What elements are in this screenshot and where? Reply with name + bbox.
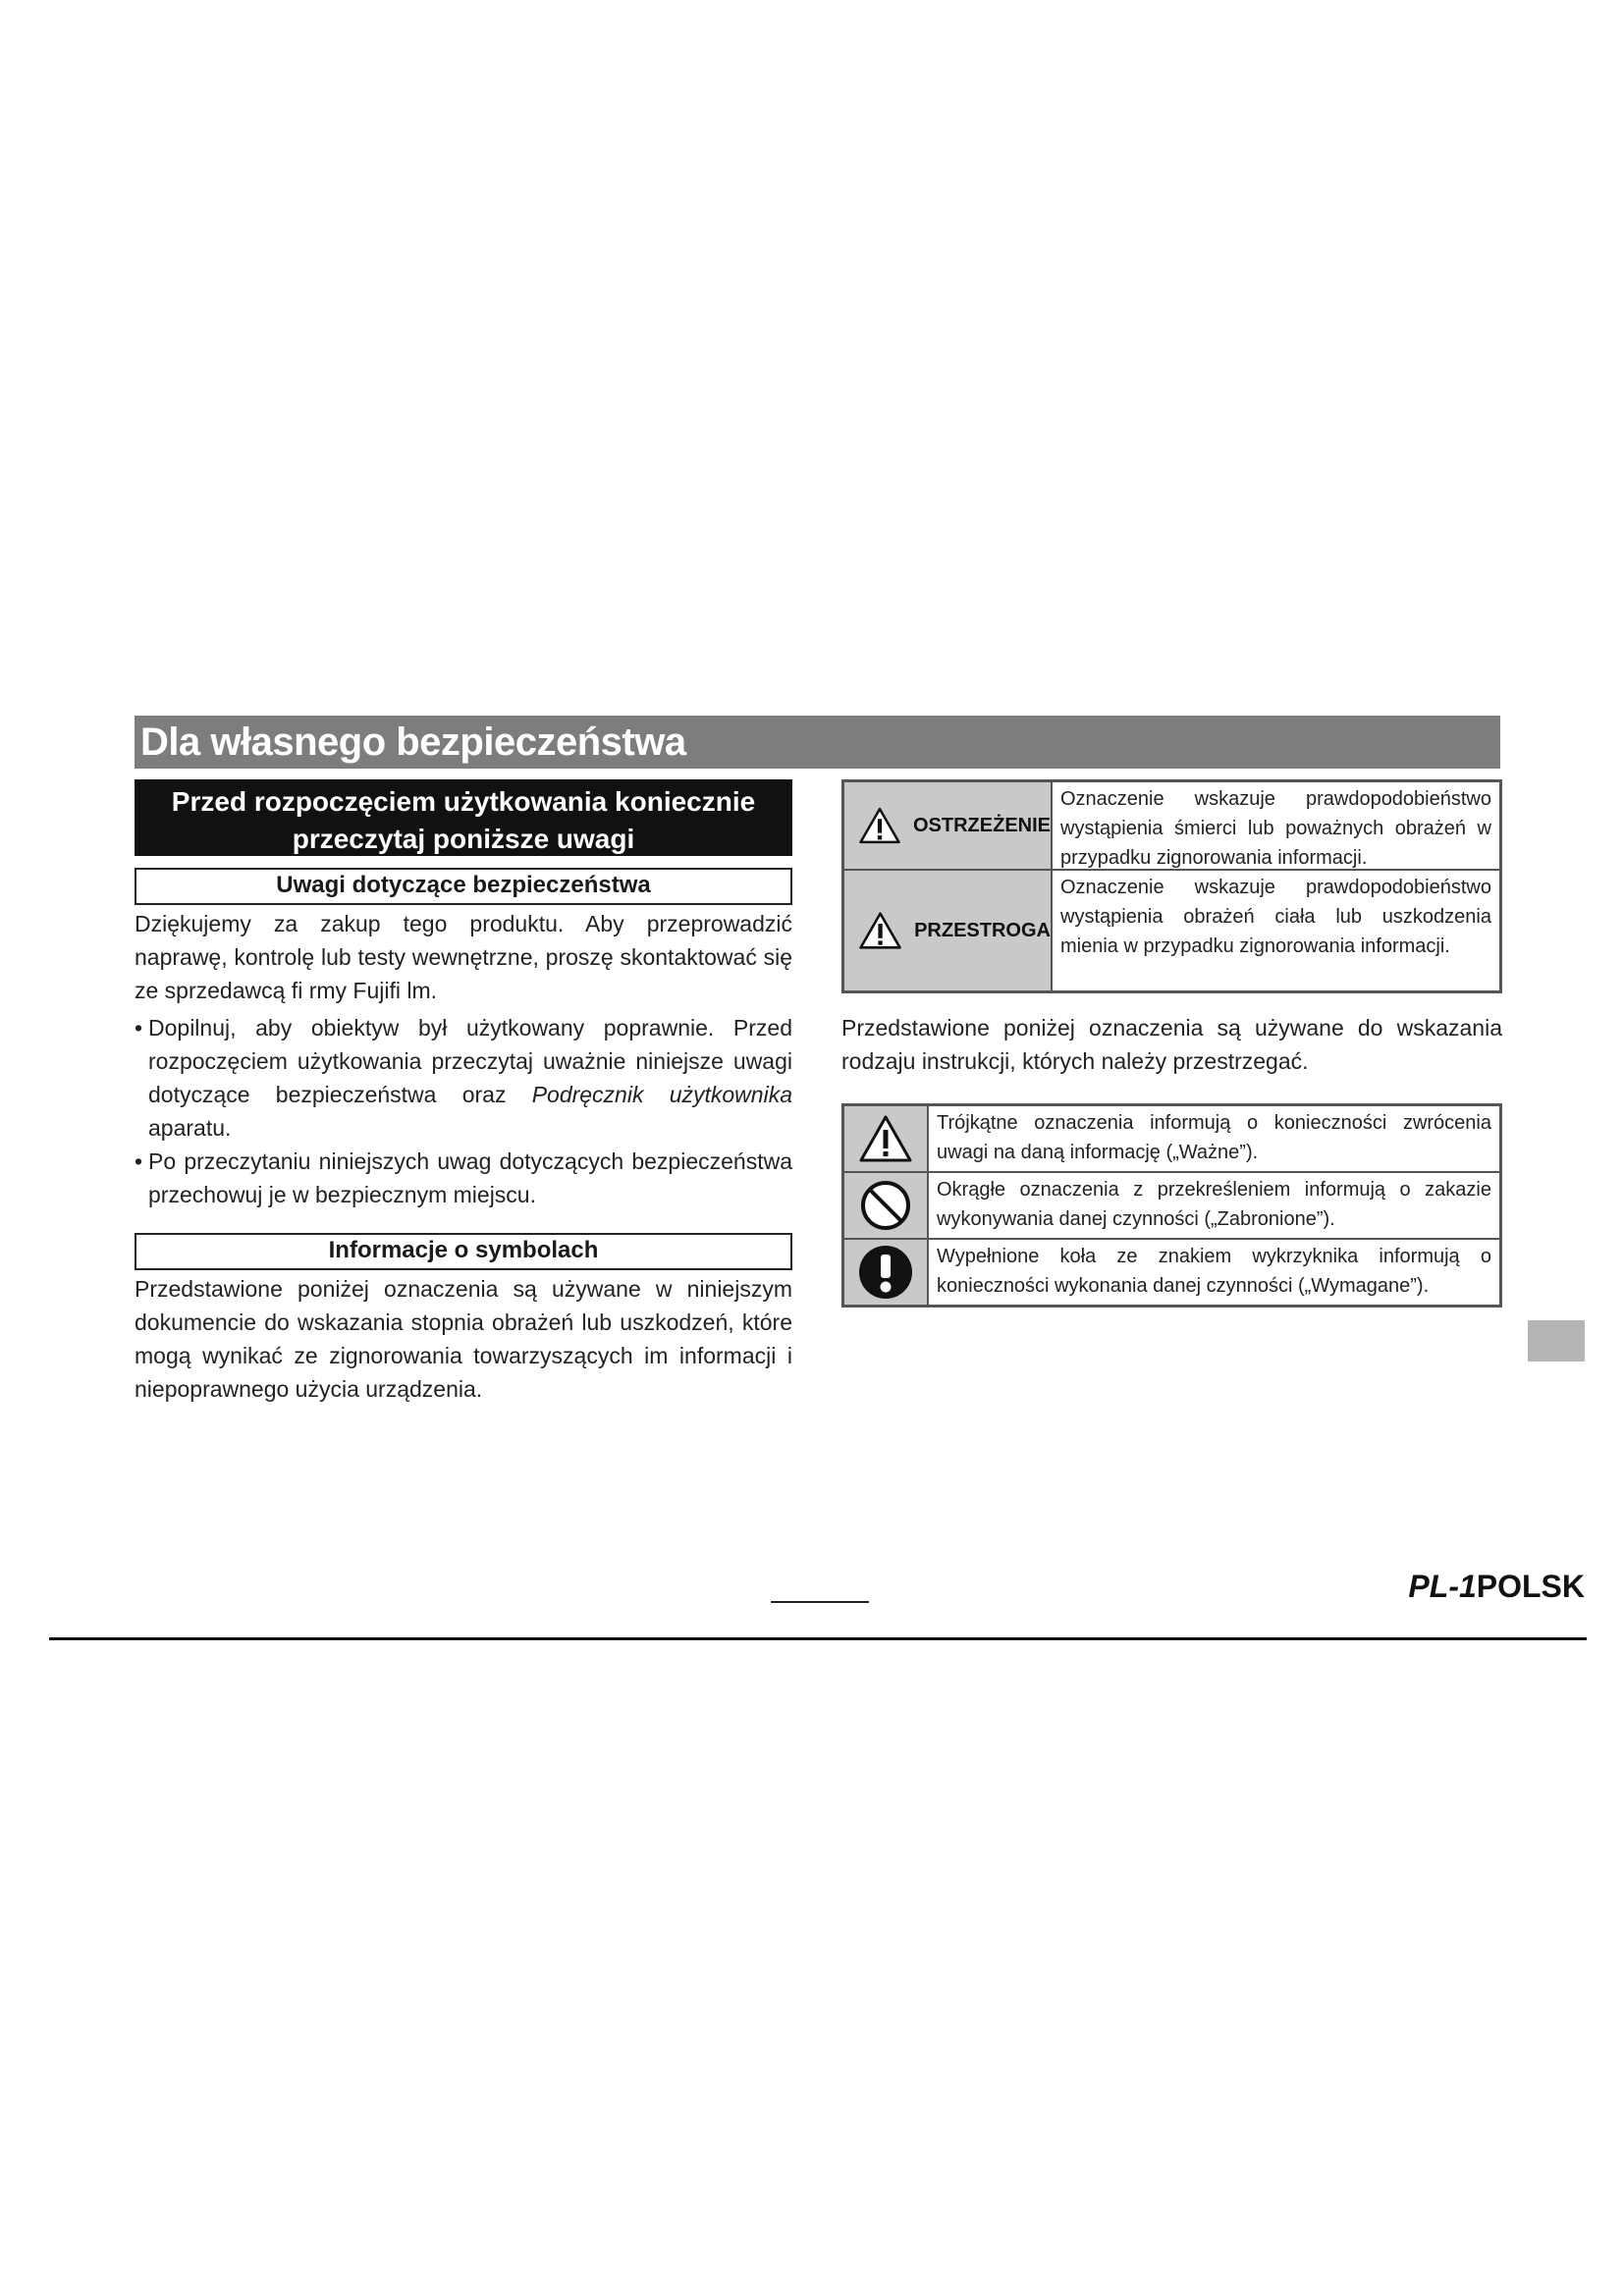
warning-triangle-icon	[858, 1114, 913, 1163]
symbols-info-heading: Informacje o symbolach	[135, 1233, 792, 1270]
bullet1-text-end: aparatu.	[148, 1115, 232, 1141]
hazard-label-cell	[844, 782, 1053, 869]
bullet-item	[135, 1011, 792, 1145]
symbol-icon-cell	[844, 1173, 929, 1238]
caution-label: PRZESTROGA	[914, 919, 1051, 941]
symbol-row-prohibited	[844, 1171, 1499, 1238]
hazard-level-table	[841, 779, 1502, 993]
user-manual-title: Podręcznik użytkownika	[531, 1082, 792, 1107]
symbol-row-important	[844, 1106, 1499, 1171]
right-column	[841, 779, 1502, 1308]
page-code-language: POLSK	[1476, 1569, 1585, 1604]
safety-bullet-list	[135, 1011, 792, 1211]
mandatory-description: Wypełnione koła ze znakiem wykrzyknika informują o konieczności wykonania danej czynności („Wymagane”).	[937, 1246, 1491, 1297]
prohibited-icon	[858, 1178, 913, 1233]
intro-paragraph: Dziękujemy za zakup tego produktu. Aby przeprowadzić naprawę, kontrolę lub testy wewnętrzne, proszę skontaktować się ze sprzedawcą fi rmy Fujifi lm.	[135, 911, 792, 1003]
warning-description: Oznaczenie wskazuje prawdopodobieństwo wystąpienia śmierci lub poważnych obrażeń w przypadku zignorowania informacji.	[1060, 788, 1491, 869]
hazard-row-warning	[844, 782, 1499, 869]
safety-notes-heading: Uwagi dotyczące bezpieczeństwa	[135, 868, 792, 905]
page-code-italic: PL-1	[1408, 1569, 1477, 1604]
page-title: Dla własnego bezpieczeństwa	[135, 716, 1500, 769]
caution-description: Oznaczenie wskazuje prawdopodobieństwo wystąpienia obrażeń ciała lub uszkodzenia mienia w przypadku zignorowania informacji.	[1060, 877, 1491, 957]
hazard-label-cell	[844, 871, 1053, 990]
warning-triangle-icon	[858, 803, 901, 848]
footer-center-line	[771, 1601, 869, 1603]
hazard-row-caution	[844, 869, 1499, 990]
mandatory-exclamation-icon	[857, 1244, 914, 1301]
read-before-use-heading-line1: Przed rozpoczęciem użytkowania koniecznie	[171, 786, 756, 817]
bullet-item: • Po przeczytaniu niniejszych uwag dotyczących bezpieczeństwa przechowuj je w bezpiecznym miejscu.	[135, 1145, 792, 1211]
section-tab-marker	[1528, 1320, 1585, 1362]
instruction-symbols-paragraph: Przedstawione poniżej oznaczenia są używane do wskazania rodzaju instrukcji, których należy przestrzegać.	[841, 1015, 1502, 1074]
left-column	[135, 779, 792, 1406]
instruction-symbols-table	[841, 1103, 1502, 1308]
symbol-row-mandatory	[844, 1238, 1499, 1305]
footer-rule	[49, 1637, 1587, 1640]
symbols-paragraph: Przedstawione poniżej oznaczenia są używane w niniejszym dokumencie do wskazania stopnia obrażeń lub uszkodzeń, które mogą wynikać ze zignorowania towarzyszących im informacji i niepoprawnego użycia urządzenia.	[135, 1276, 792, 1402]
read-before-use-heading-line2: przeczytaj poniższe uwagi	[292, 824, 635, 854]
symbol-icon-cell	[844, 1106, 929, 1171]
read-before-use-heading	[135, 779, 792, 856]
bullet1-text: Dopilnuj, aby obiektyw był użytkowany poprawnie. Przed rozpoczęciem użytkowania przeczytaj uważnie niniejsze uwagi dotyczące bezpieczeństwa oraz	[148, 1015, 792, 1107]
symbol-icon-cell	[844, 1240, 929, 1305]
warning-triangle-icon	[858, 908, 902, 953]
prohibited-description: Okrągłe oznaczenia z przekreśleniem informują o zakazie wykonywania danej czynności („Zabronione”).	[937, 1179, 1491, 1230]
warning-label: OSTRZEŻENIE	[912, 814, 1051, 836]
page-code	[1408, 1569, 1585, 1605]
important-description: Trójkątne oznaczenia informują o konieczności zwrócenia uwagi na daną informację („Ważne”).	[937, 1112, 1491, 1163]
